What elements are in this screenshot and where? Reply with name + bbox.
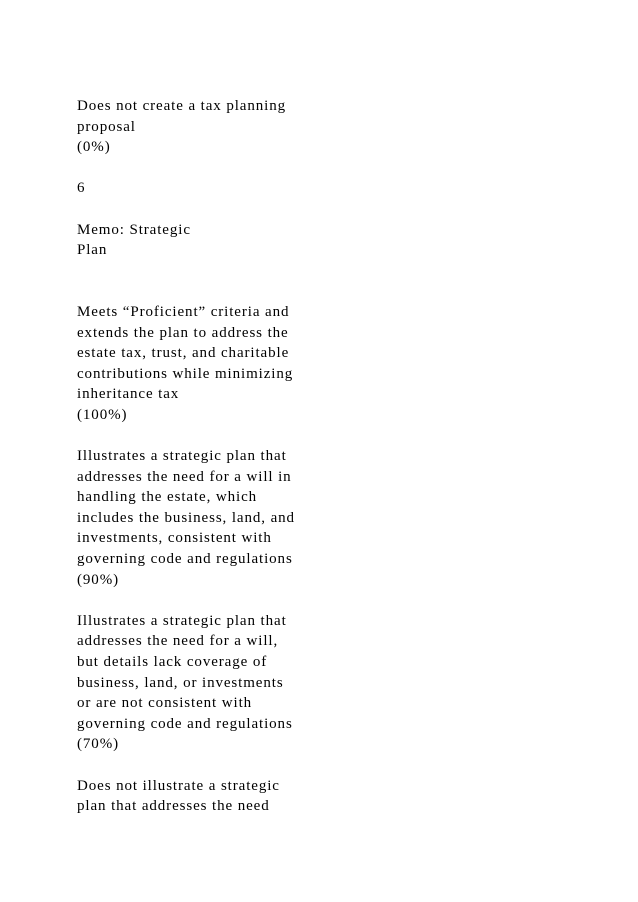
text-line: investments, consistent with (77, 530, 272, 547)
text-line: (0%) (77, 139, 111, 156)
criterion-title: Plan (77, 242, 108, 259)
text-line: plan that addresses the need (77, 798, 270, 815)
blank-line (77, 755, 377, 776)
text-line: extends the plan to address the (77, 324, 289, 341)
text-line: governing code and regulations (77, 715, 293, 732)
text-line: governing code and regulations (77, 551, 293, 568)
blank-line (77, 199, 377, 220)
score-label: (70%) (77, 736, 119, 753)
text-line: proposal (77, 118, 136, 135)
blank-line (77, 426, 377, 447)
text-line: handling the estate, which (77, 489, 258, 506)
text-line: addresses the need for a will, (77, 633, 279, 650)
text-line: Does not illustrate a strategic (77, 777, 280, 794)
score-label: (90%) (77, 571, 119, 588)
text-line: includes the business, land, and (77, 509, 295, 526)
row-number: 6 (77, 180, 86, 197)
text-line: inheritance tax (77, 386, 180, 403)
blank-line (77, 590, 377, 611)
text-line: estate tax, trust, and charitable (77, 345, 290, 362)
criterion-title: Memo: Strategic (77, 221, 191, 238)
score-label: (100%) (77, 406, 128, 423)
blank-line (77, 261, 377, 282)
text-line: Illustrates a strategic plan that (77, 612, 287, 629)
text-line: or are not consistent with (77, 695, 253, 712)
text-line: Meets “Proficient” criteria and (77, 303, 290, 320)
text-line: Does not create a tax planning (77, 98, 287, 114)
text-line: but details lack coverage of (77, 654, 268, 671)
text-line: Illustrates a strategic plan that (77, 448, 287, 465)
blank-line (77, 281, 377, 302)
text-line: addresses the need for a will in (77, 468, 292, 485)
text-line: contributions while minimizing (77, 365, 294, 382)
blank-line (77, 158, 377, 179)
document-text (77, 96, 377, 817)
text-line: business, land, or investments (77, 674, 284, 691)
